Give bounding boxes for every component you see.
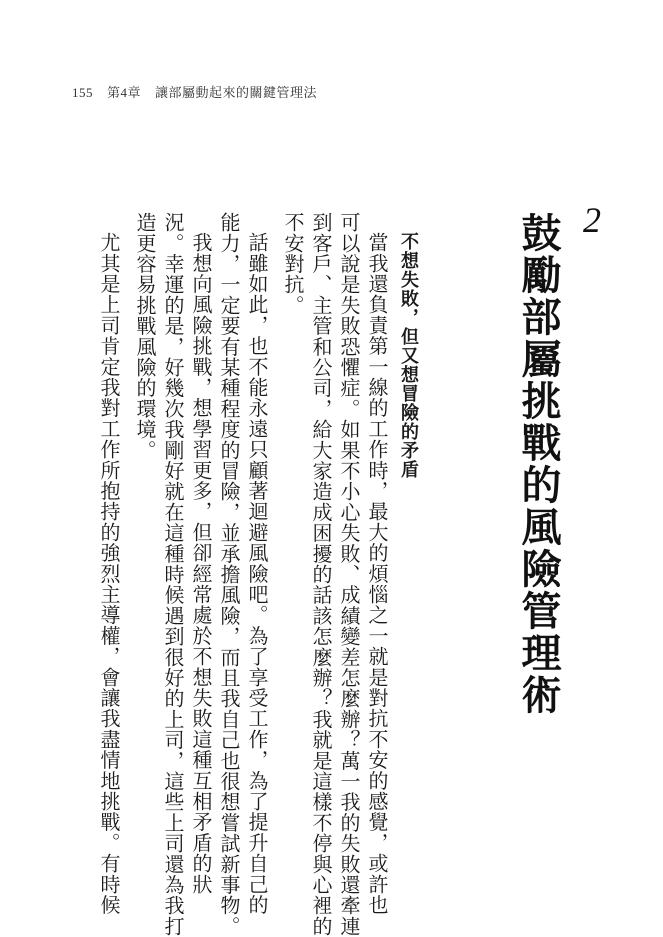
body-column: 尤其是上司肯定我對工作所抱持的強烈主導權，會讓我盡情地挑戰。有時候 xyxy=(97,232,121,916)
body-column: 能力，一定要有某種程度的冒險，並承擔風險，而且我自己也很想嘗試新事物。 xyxy=(217,212,241,937)
section-number: 2 xyxy=(572,200,612,240)
body-column: 不安對抗。 xyxy=(281,212,305,316)
body-column: 況。幸運的是，好幾次我剛好就在這種時候遇到很好的上司，這些上司還為我打 xyxy=(161,212,185,937)
page-number: 155 xyxy=(72,85,93,100)
body-column: 話雖如此，也不能永遠只顧著迴避風險吧。為了享受工作，為了提升自己的 xyxy=(245,232,269,916)
body-column: 到客戶、主管和公司，給大家造成困擾的話該怎麼辦？我就是這樣不停與心裡的 xyxy=(309,212,333,937)
subheading: 不想失敗，但又想冒險的矛盾 xyxy=(398,232,419,479)
body-column: 造更容易挑戰風險的環境。 xyxy=(133,212,157,461)
body-column: 當我還負責第一線的工作時，最大的煩惱之一就是對抗不安的感覺，或許也 xyxy=(365,232,389,916)
body-column: 可以說是失敗恐懼症。如果不小心失敗、成績變差怎麼辦？萬一我的失敗還牽連 xyxy=(337,212,361,937)
section-title: 鼓勵部屬挑戰的風險管理術 xyxy=(515,212,561,716)
chapter-label: 第4章 xyxy=(107,85,142,100)
chapter-title: 讓部屬動起來的關鍵管理法 xyxy=(155,85,318,100)
running-header xyxy=(72,82,317,101)
section-heading xyxy=(510,200,613,716)
body-column: 我想向風險挑戰，想學習更多，但卻經常處於不想失敗這種互相矛盾的狀 xyxy=(189,232,213,895)
